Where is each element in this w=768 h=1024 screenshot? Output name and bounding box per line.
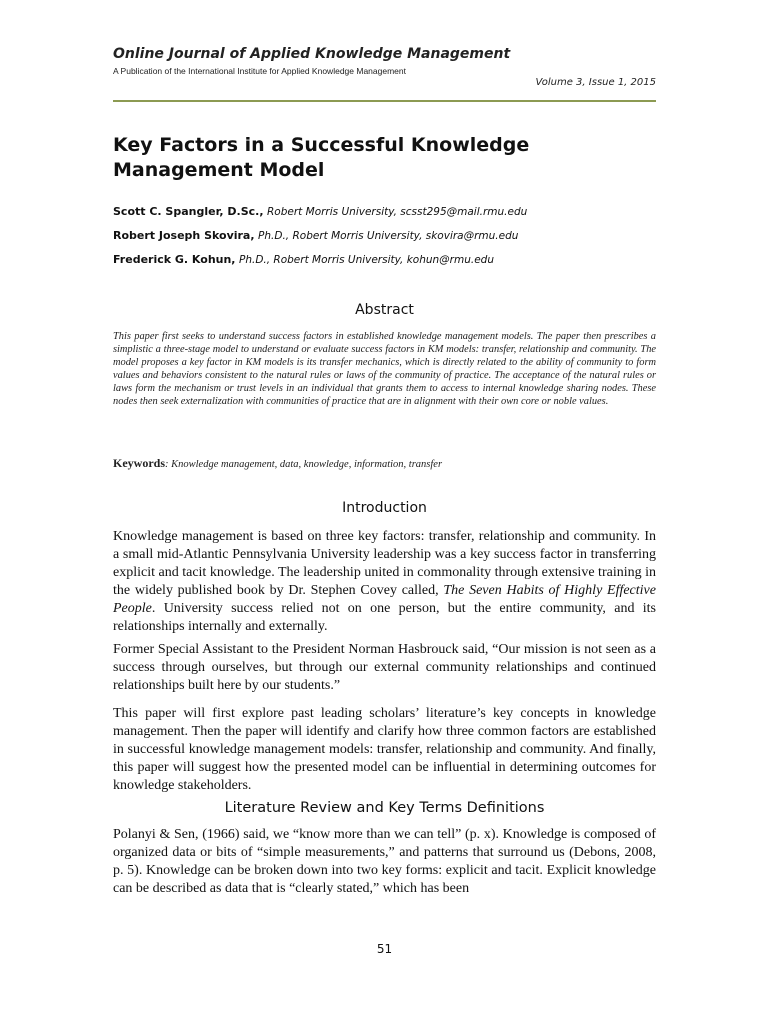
literature-review-paragraph-1: Polanyi & Sen, (1966) said, we “know more than we can tell” (p. x). Knowledge is composed of organized data or bits of “simple measurements,” and patterns that surround us (Debons, 2008, p. 5). Knowledge can be broken down into two key forms: explicit and tacit. Explicit knowledge can be described as data that is “clearly stated,” which has been xyxy=(113,827,656,896)
author-entry xyxy=(113,229,673,253)
author-entry xyxy=(113,205,673,229)
journal-title: Online Journal of Applied Knowledge Management xyxy=(113,46,511,62)
paragraph-text: . University success relied not on one person, but the entire community, and its relationships internally and externally. xyxy=(113,601,656,634)
introduction-paragraph-2: Former Special Assistant to the President Norman Hasbrouck said, “Our mission is not seen as a success through ourselves, but through our external community relationships and continued relationships built here by our students.” xyxy=(113,642,656,693)
introduction-paragraph-3: This paper will first explore past leading scholars’ literature’s key concepts in knowledge management. Then the paper will identify and clarify how three common factors are established in successful knowledge management models: transfer, relationship and community. And finally, this paper will suggest how the presented model can be influential in determining outcomes for knowledge stakeholders. xyxy=(113,706,656,793)
author-name: Scott C. Spangler, D.Sc., xyxy=(113,205,264,218)
literature-review-heading: Literature Review and Key Terms Definitions xyxy=(224,800,545,816)
abstract-heading: Abstract xyxy=(355,302,414,318)
keywords xyxy=(113,456,656,471)
author-affiliation: Ph.D., Robert Morris University, kohun@rmu.edu xyxy=(239,254,494,266)
author-affiliation: Ph.D., Robert Morris University, skovira@rmu.edu xyxy=(258,230,519,242)
journal-subtitle: A Publication of the International Institute for Applied Knowledge Management xyxy=(113,66,406,76)
paper-title xyxy=(113,133,673,183)
author-name: Robert Joseph Skovira, xyxy=(113,229,255,242)
keywords-label: Keywords xyxy=(113,456,165,470)
introduction-paragraph-1 xyxy=(113,528,656,636)
keywords-text: : Knowledge management, data, knowledge, information, transfer xyxy=(165,459,443,470)
page-number: 51 xyxy=(376,942,393,956)
abstract-text: This paper first seeks to understand success factors in established knowledge management models. The paper then prescribes a simplistic a three-stage model to understand or evaluate success factors in KM models: transfer, relationship and community. The model proposes a key factor in KM models is its transfer mechanics, which is directly related to the ability of community to form values and behaviors consistent to the natural rules or laws of the community of practice. The acceptance of the natural rules or laws form the mechanism or trust levels in an individual that grants them to access to internal knowledge sharing nodes. These nodes then seek externalization with communities of practice that are in alignment with their own core or noble values. xyxy=(113,331,656,407)
paper-title-line: Key Factors in a Successful Knowledge xyxy=(113,134,530,156)
introduction-heading: Introduction xyxy=(342,500,427,516)
author-affiliation: Robert Morris University, scsst295@mail.rmu.edu xyxy=(267,206,528,218)
book-title: The Seven Habits of Highly Effective People xyxy=(113,583,656,616)
author-list xyxy=(113,205,673,277)
author-entry xyxy=(113,253,673,277)
header-divider xyxy=(113,100,656,102)
author-name: Frederick G. Kohun, xyxy=(113,253,236,266)
paragraph-text: Knowledge management is based on three key factors: transfer, relationship and community. In a small mid-Atlantic Pennsylvania University leadership was a key success factor in transferring explicit and tacit knowledge. The leadership united in commonality through extensive training in the widely published book by Dr. Stephen Covey called, xyxy=(113,529,656,598)
volume-issue: Volume 3, Issue 1, 2015 xyxy=(535,77,656,88)
paper-title-line: Management Model xyxy=(113,159,325,181)
